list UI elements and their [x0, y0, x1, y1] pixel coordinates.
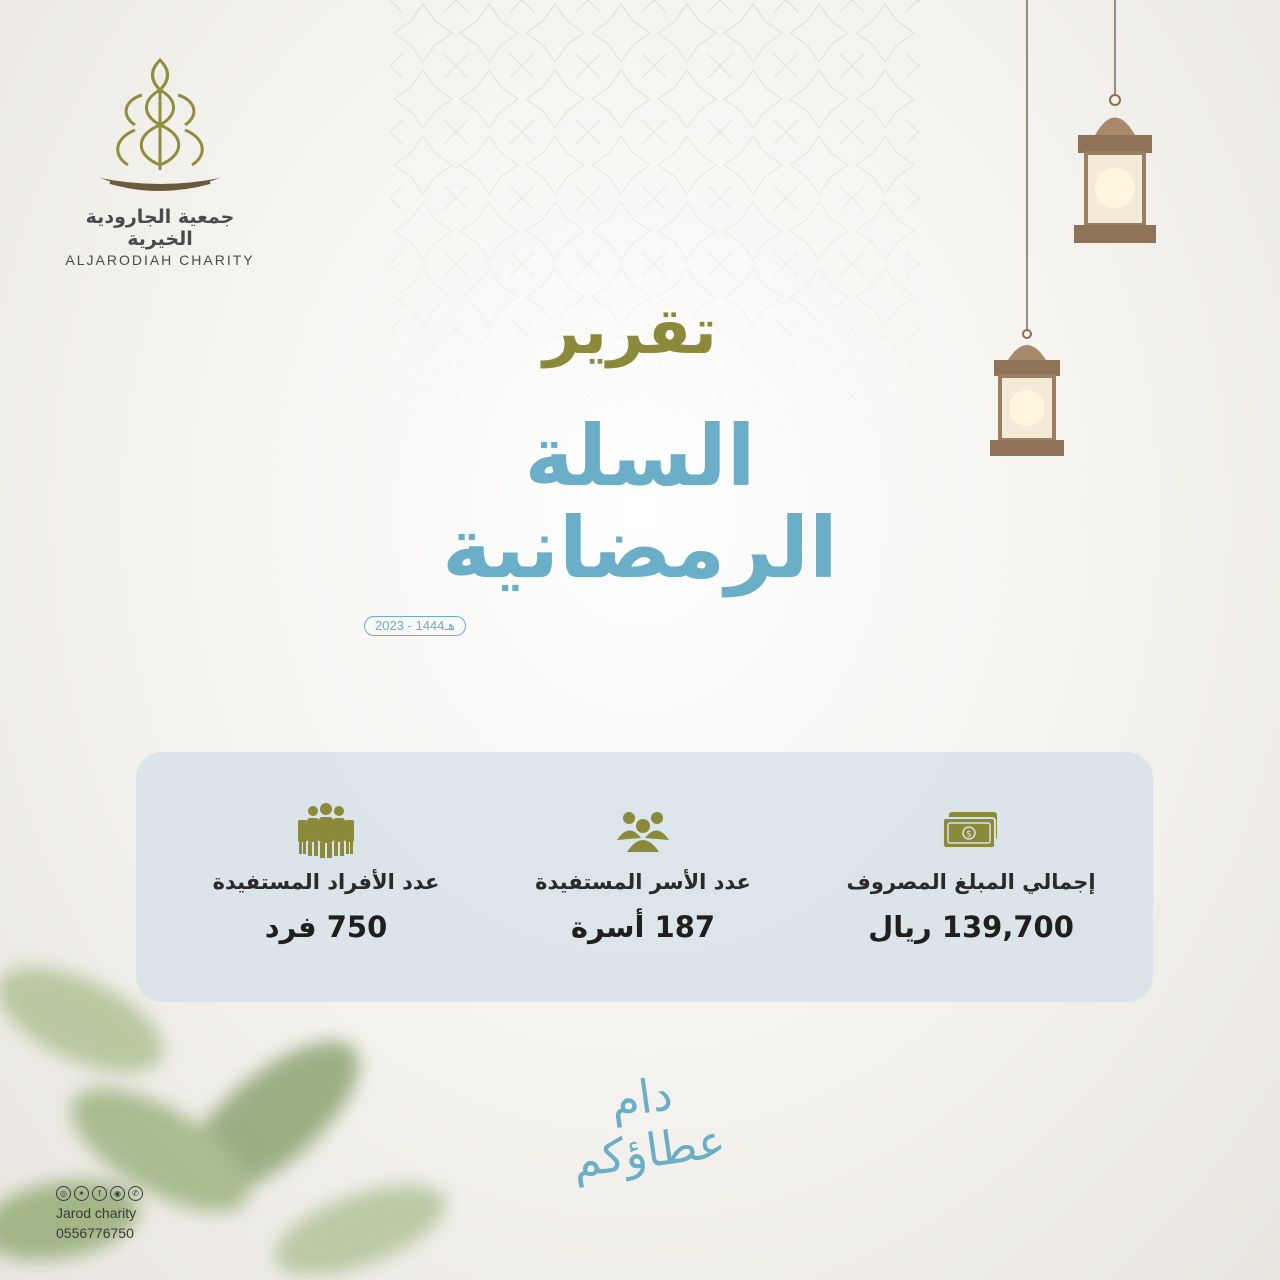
stat-label: عدد الأسر المستفيدة — [535, 870, 751, 894]
logo-arabic-name: جمعية الجارودية الخيرية — [85, 206, 235, 250]
year-badge: 2023 - 1444هـ — [364, 616, 466, 636]
report-title: تقرير — [543, 295, 717, 369]
stat-individuals — [176, 802, 476, 944]
stat-families — [493, 802, 793, 944]
stats-card — [136, 752, 1153, 1002]
people-row-icon — [296, 802, 356, 858]
facebook-icon[interactable]: f — [92, 1186, 107, 1201]
stat-label: إجمالي المبلغ المصروف — [846, 870, 1096, 894]
stat-value: 139,700 ريال — [868, 910, 1074, 944]
social-icons — [56, 1186, 196, 1201]
whatsapp-icon[interactable]: ✆ — [128, 1186, 143, 1201]
campaign-calligraphy — [360, 390, 920, 630]
stat-total-amount — [821, 802, 1121, 944]
snapchat-icon[interactable]: ◉ — [110, 1186, 125, 1201]
family-group-icon — [613, 802, 673, 858]
campaign-title: السلة الرمضانية — [442, 407, 838, 598]
contact-info — [56, 1186, 196, 1241]
instagram-icon[interactable]: ◎ — [56, 1186, 71, 1201]
contact-handle: Jarod charity — [56, 1205, 137, 1221]
svg-text:$: $ — [966, 829, 972, 840]
logo-english-name: ALJARODIAH CHARITY — [65, 252, 255, 268]
stat-value: 750 فرد — [264, 910, 388, 944]
contact-phone[interactable]: 0556776750 — [56, 1225, 134, 1241]
stat-label: عدد الأفراد المستفيدة — [212, 870, 440, 894]
wheat-emblem-icon — [80, 50, 240, 200]
money-bill-icon — [941, 802, 1001, 858]
ramadan-lantern-small-icon — [986, 0, 1068, 475]
stat-value: 187 أسرة — [570, 910, 716, 944]
slogan-text: دام عطاؤكم — [568, 1066, 729, 1189]
charity-logo — [60, 50, 260, 268]
slogan-calligraphy — [560, 1040, 730, 1189]
ramadan-lantern-icon — [1070, 0, 1160, 260]
twitter-icon[interactable]: ✦ — [74, 1186, 89, 1201]
